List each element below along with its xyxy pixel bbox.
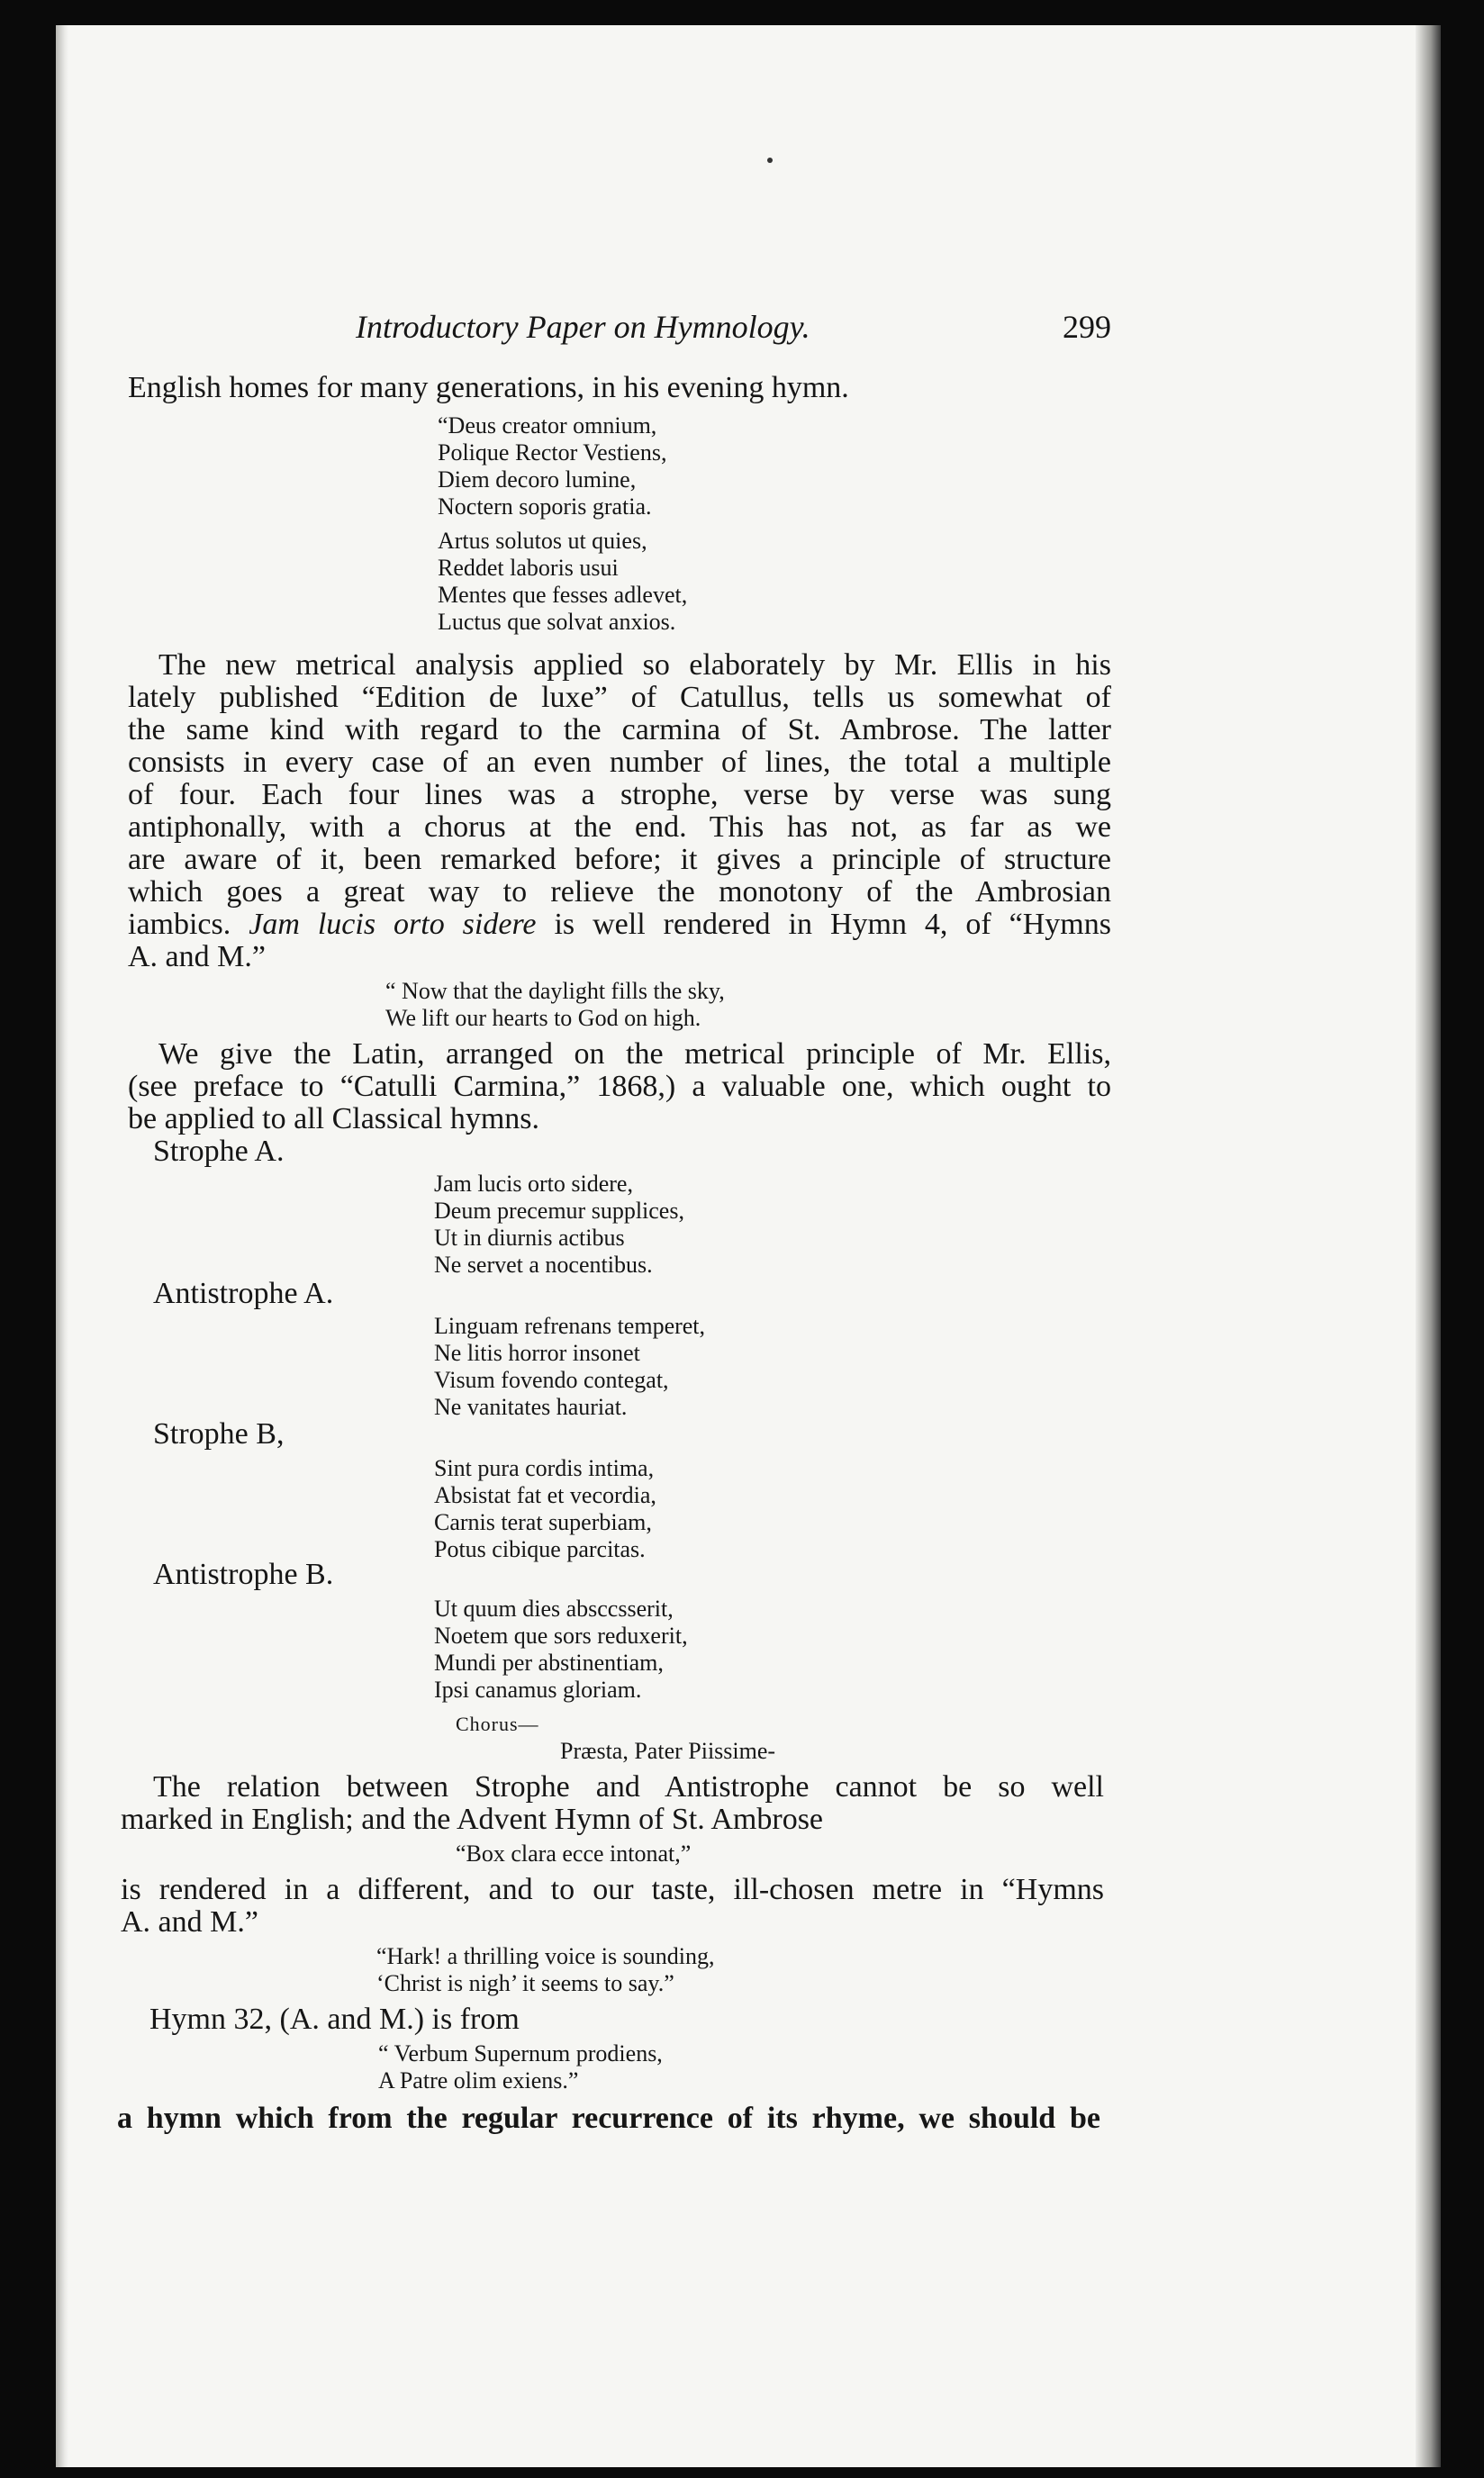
verse-line: Noctern soporis gratia. bbox=[438, 493, 652, 520]
italic-hymn-title: Jam lucis orto sidere bbox=[249, 908, 537, 941]
paragraph-line: We give the Latin, arranged on the metrical principle of Mr. Ellis, bbox=[158, 1037, 1111, 1071]
verse-line: Ne litis horror insonet bbox=[434, 1340, 640, 1366]
paragraph-line: The new metrical analysis applied so elaborately by Mr. Ellis in his bbox=[158, 648, 1111, 682]
verse-line: “ Now that the daylight fills the sky, bbox=[385, 978, 725, 1004]
section-label: Strophe A. bbox=[153, 1135, 285, 1168]
verse-line: “Deus creator omnium, bbox=[438, 412, 657, 439]
section-label: Antistrophe B. bbox=[153, 1558, 334, 1591]
paragraph-line: lately published “Edition de luxe” of Catullus, tells us somewhat of bbox=[128, 681, 1111, 714]
paragraph-line bbox=[128, 908, 1111, 942]
verse-line: Ne servet a nocentibus. bbox=[434, 1252, 653, 1278]
chorus-label: Chorus— bbox=[456, 1713, 539, 1735]
page-number: 299 bbox=[1063, 309, 1111, 345]
verse-line: Deum precemur supplices, bbox=[434, 1198, 684, 1224]
verse-line: “Box clara ecce intonat,” bbox=[456, 1840, 692, 1867]
paragraph-line: antiphonally, with a chorus at the end. This has not, as far as we bbox=[128, 810, 1111, 844]
verse-line: “Hark! a thrilling voice is sounding, bbox=[376, 1943, 715, 1969]
paragraph-line: A. and M.” bbox=[128, 940, 266, 973]
verse-line: Absistat fat et vecordia, bbox=[434, 1482, 656, 1508]
verse-line: Ipsi canamus gloriam. bbox=[434, 1677, 642, 1703]
verse-line: Luctus que solvat anxios. bbox=[438, 609, 676, 635]
paragraph-line: English homes for many generations, in his evening hymn. bbox=[128, 371, 849, 404]
line-end: is well rendered in Hymn 4, of “Hymns bbox=[554, 908, 1111, 941]
paragraph-line: A. and M.” bbox=[121, 1905, 258, 1939]
verse-line: Ut in diurnis actibus bbox=[434, 1225, 625, 1251]
paragraph-line: of four. Each four lines was a strophe, verse by verse was sung bbox=[128, 778, 1111, 811]
verse-line: “ Verbum Supernum prodiens, bbox=[378, 2040, 663, 2067]
verse-line: Mundi per abstinentiam, bbox=[434, 1650, 664, 1676]
paragraph-line: consists in every case of an even number of lines, the total a multiple bbox=[128, 746, 1111, 779]
verse-line: Linguam refrenans temperet, bbox=[434, 1313, 706, 1339]
page-gutter-shadow bbox=[56, 25, 68, 2467]
verse-line: Mentes que fesses adlevet, bbox=[438, 582, 688, 608]
section-label: Strophe B, bbox=[153, 1417, 285, 1451]
verse-line: We lift our hearts to God on high. bbox=[385, 1005, 701, 1031]
verse-line: Præsta, Pater Piissime- bbox=[560, 1738, 776, 1764]
section-label: Antistrophe A. bbox=[153, 1277, 334, 1310]
verse-line: Polique Rector Vestiens, bbox=[438, 439, 667, 466]
verse-line: Artus solutos ut quies, bbox=[438, 528, 647, 554]
verse-line: Noetem que sors reduxerit, bbox=[434, 1623, 688, 1649]
paragraph-line: marked in English; and the Advent Hymn of St. Ambrose bbox=[121, 1803, 824, 1836]
paragraph-line: which goes a great way to relieve the monotony of the Ambrosian bbox=[128, 875, 1111, 909]
verse-line: Ne vanitates hauriat. bbox=[434, 1394, 628, 1420]
paragraph-line: be applied to all Classical hymns. bbox=[128, 1102, 540, 1135]
paragraph-line: Hymn 32, (A. and M.) is from bbox=[149, 2003, 520, 2036]
paragraph-line: a hymn which from the regular recurrence of its rhyme, we should be bbox=[117, 2102, 1100, 2135]
verse-line: Sint pura cordis intima, bbox=[434, 1455, 655, 1481]
verse-line: Visum fovendo contegat, bbox=[434, 1367, 669, 1393]
verse-line: Potus cibique parcitas. bbox=[434, 1536, 646, 1562]
line-start: iambics. bbox=[128, 908, 231, 941]
paragraph-line: (see preface to “Catulli Carmina,” 1868,) a valuable one, which ought to bbox=[128, 1070, 1111, 1103]
paragraph-line: The relation between Strophe and Antistrophe cannot be so well bbox=[153, 1770, 1104, 1804]
verse-line: Carnis terat superbiam, bbox=[434, 1509, 652, 1535]
speck bbox=[767, 158, 773, 163]
verse-line: Ut quum dies absccsserit, bbox=[434, 1596, 674, 1622]
verse-line: ‘Christ is nigh’ it seems to say.” bbox=[376, 1970, 674, 1996]
verse-line: Diem decoro lumine, bbox=[438, 466, 637, 493]
verse-line: Jam lucis orto sidere, bbox=[434, 1171, 633, 1197]
paragraph-line: the same kind with regard to the carmina of St. Ambrose. The latter bbox=[128, 713, 1111, 746]
verse-line: Reddet laboris usui bbox=[438, 555, 619, 581]
running-title: Introductory Paper on Hymnology. bbox=[356, 309, 810, 345]
page-right-edge bbox=[1416, 25, 1441, 2467]
paragraph-line: are aware of it, been remarked before; it gives a principle of structure bbox=[128, 843, 1111, 876]
paragraph-line: is rendered in a different, and to our taste, ill-chosen metre in “Hymns bbox=[121, 1873, 1104, 1906]
verse-line: A Patre olim exiens.” bbox=[378, 2067, 579, 2094]
